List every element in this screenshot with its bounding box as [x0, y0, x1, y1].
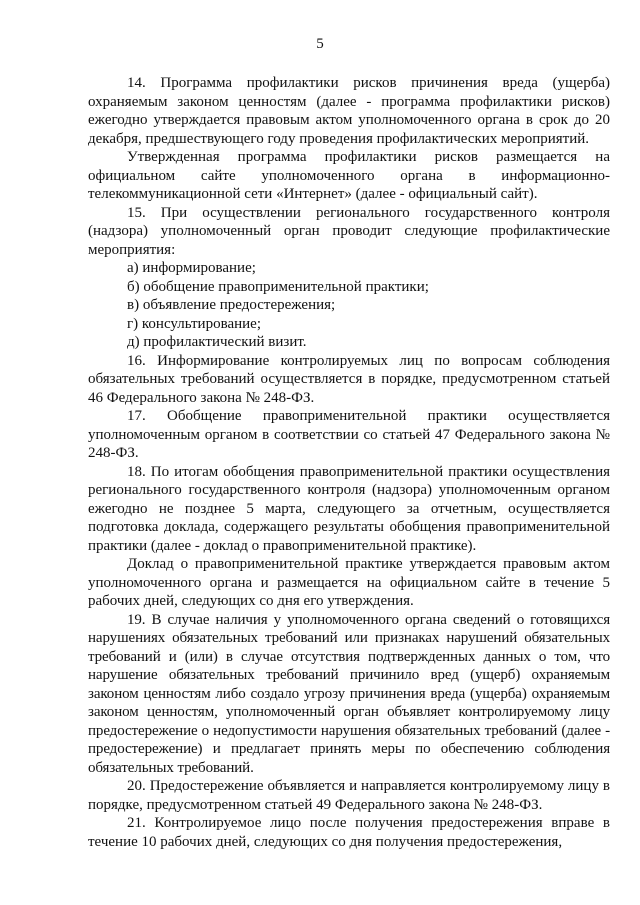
paragraph-18: 18. По итогам обобщения правоприменительной практики осуществления регионального государственного контроля (надзора) уполномоченным органом ежегодно не позднее 5 марта, следующего за отчетным, осуществляется подготовка доклада, содержащего результаты обобщения правоприменительной практики (далее - доклад о правоприменительной практике). [88, 463, 610, 554]
page-number: 5 [316, 36, 324, 52]
list-item-d: д) профилактический визит. [127, 334, 307, 350]
paragraph-20: 20. Предостережение объявляется и направляется контролируемому лицу в порядке, предусмотренном статьей 49 Федерального закона № 248-ФЗ. [88, 778, 610, 813]
paragraph-14: 14. Программа профилактики рисков причинения вреда (ущерба) охраняемым законом ценностям (далее - программа профилактики рисков) ежегодно утверждается правовым актом уполномоченного органа в срок до 20 декабря, предшествующего году проведения профилактических мероприятий. [88, 75, 610, 147]
paragraph-14-publication: Утвержденная программа профилактики рисков размещается на официальном сайте уполномоченного органа в информационно-телекоммуникационной сети «Интернет» (далее - официальный сайт). [88, 149, 610, 202]
paragraph-16: 16. Информирование контролируемых лиц по вопросам соблюдения обязательных требований осуществляется в порядке, предусмотренном статьей 46 Федерального закона № 248-ФЗ. [88, 352, 610, 406]
list-item-v: в) объявление предостережения; [127, 297, 336, 313]
list-item-a: а) информирование; [127, 260, 256, 276]
list-item-b: б) обобщение правоприменительной практики; [127, 278, 429, 295]
list-item-g: г) консультирование; [127, 315, 262, 332]
paragraph-15: 15. При осуществлении регионального государственного контроля (надзора) уполномоченный орган проводит следующие профилактические мероприятия: [88, 204, 610, 258]
paragraph-21: 21. Контролируемое лицо после получения предостережения вправе в течение 10 рабочих дней, следующих со дня получения предостережения, [88, 815, 610, 850]
paragraph-17: 17. Обобщение правоприменительной практики осуществляется уполномоченным органом в соответствии со статьей 47 Федерального закона № 248-ФЗ. [88, 408, 610, 461]
paragraph-18-report: Доклад о правоприменительной практике утверждается правовым актом уполномоченного органа и размещается на официальном сайте в течение 5 рабочих дней, следующих со дня его утверждения. [88, 556, 610, 609]
paragraph-19: 19. В случае наличия у уполномоченного органа сведений о готовящихся нарушениях обязательных требований или признаках нарушений обязательных требований и (или) в случае отсутствия подтвержденных данных о том, что нарушение обязательных требований причинило вред (ущерб) охраняемым законом ценностям либо создало угрозу причинения вреда (ущерба) охраняемым законом ценностям, уполномоченный орган объявляет контролируемому лицу предостережение о недопустимости нарушения обязательных требований (далее - предостережение) и предлагает принять меры по обеспечению соблюдения обязательных требований. [88, 611, 610, 776]
document-body [88, 74, 610, 851]
